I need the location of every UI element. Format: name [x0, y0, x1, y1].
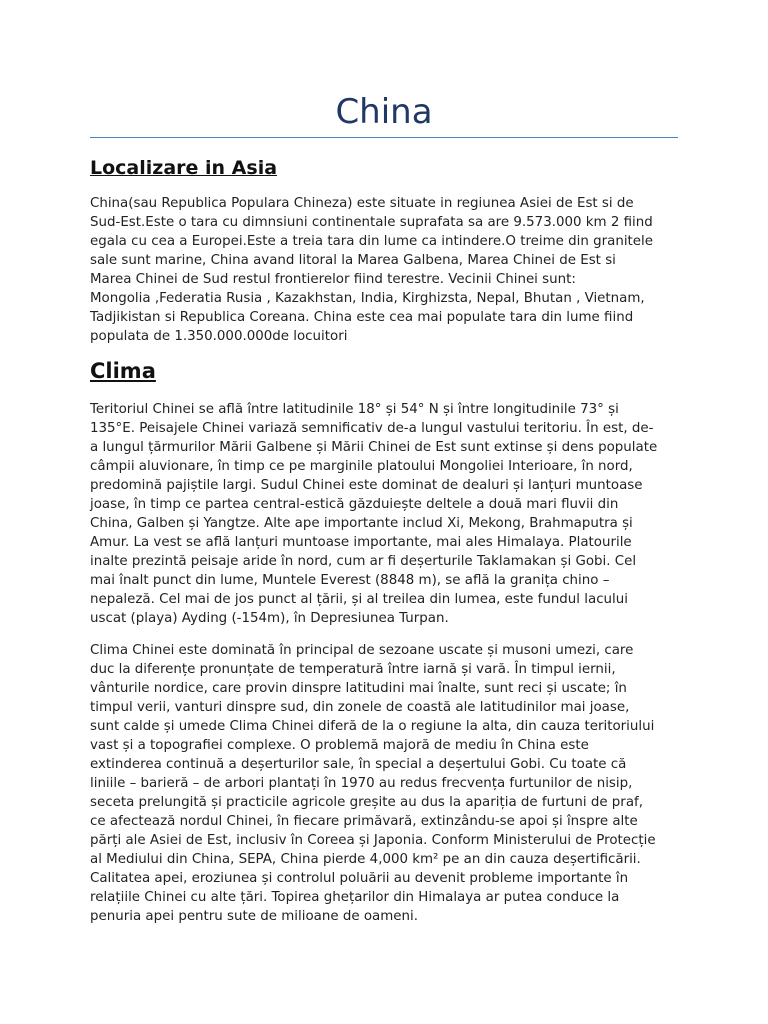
text-line: sunt calde și umede Clima Chinei diferă de la o regiune la alta, din cauza teritoriului: [90, 719, 655, 734]
text-line: duc la diferențe pronunțate de temperatură între iarnă și vară. În timpul iernii,: [90, 662, 616, 677]
text-line: predomină pajiștile largi. Sudul Chinei este dominat de dealuri și lanțuri muntoase: [90, 478, 643, 493]
document-title: China: [335, 92, 433, 132]
text-line: vast și a topografiei complexe. O problemă majoră de mediu în China este: [90, 738, 589, 753]
section-heading-localizare: Localizare in Asia: [90, 157, 278, 179]
text-line: uscat (playa) Ayding (-154m), în Depresiunea Turpan.: [90, 611, 449, 626]
text-line: relațiile Chinei cu alte țări. Topirea ghețarilor din Himalaya ar putea conduce la: [90, 890, 620, 905]
text-line: Mongolia ,Federatia Rusia , Kazakhstan, India, Kirghizsta, Nepal, Bhutan , Vietnam,: [90, 291, 645, 306]
text-line: Marea Chinei de Sud restul frontierelor fiind terestre. Vecinii Chinei sunt:: [90, 272, 576, 287]
text-line: China, Galben și Yangtze. Alte ape importante includ Xi, Mekong, Brahmaputra și: [90, 516, 633, 531]
section-heading-clima: Clima: [90, 359, 156, 383]
text-line: timpul verii, vanturi dinspre sud, din zonele de coastă ale latitudinilor mai joase,: [90, 700, 630, 715]
text-line: al Mediului din China, SEPA, China pierde 4,000 km² pe an din cauza deșertificării.: [90, 852, 641, 867]
text-line: vânturile nordice, care provin dinspre latitudini mai înalte, sunt reci și uscate; în: [90, 681, 627, 696]
text-line: sale sunt marine, China avand litoral la Marea Galbena, Marea Chinei de Est si: [90, 253, 616, 268]
text-line: liniile – barieră – de arbori plantați în 1970 au redus frecvența furtunilor de nisip,: [90, 776, 633, 791]
text-line: a lungul țărmurilor Mării Galbene și Mării Chinei de Est sunt extinse și dens populate: [90, 440, 658, 455]
text-line: extinderea continuă a deșerturilor sale, în special a deșertului Gobi. Cu toate că: [90, 757, 627, 772]
text-line: Tadjikistan si Republica Coreana. China este cea mai populate tara din lume fiind: [90, 310, 634, 325]
text-line: egala cu cea a Europei.Este a treia tara din lume ca intindere.O treime din granitele: [90, 234, 654, 249]
text-line: inalte prezintă peisaje aride în nord, cum ar fi deșerturile Taklamakan și Gobi. Cel: [90, 554, 637, 569]
text-line: părți ale Asiei de Est, inclusiv în Coreea și Japonia. Conform Ministerului de Protecție: [90, 833, 656, 848]
title-underline-divider: [90, 137, 678, 138]
text-line: mai înalt punct din lume, Muntele Everest (8848 m), se află la granița chino –: [90, 573, 610, 588]
text-line: ce afectează nordul Chinei, în fiecare primăvară, extinzându-se apoi și înspre alte: [90, 814, 638, 829]
text-line: Calitatea apei, eroziunea și controlul poluării au devenit probleme importante în: [90, 871, 629, 886]
text-line: 135°E. Peisajele Chinei variază semnificativ de-a lungul vastului teritoriu. În est, de-: [90, 421, 654, 436]
paragraph-localizare: [90, 194, 678, 346]
text-line: joase, în timp ce partea central-estică găzduiește deltele a două mari fluvii din: [90, 497, 619, 512]
text-line: penuria apei pentru sute de milioane de oameni.: [90, 909, 418, 924]
text-line: China(sau Republica Populara Chineza) este situate in regiunea Asiei de Est si de: [90, 196, 634, 211]
text-line: Clima Chinei este dominată în principal de sezoane uscate și musoni umezi, care: [90, 643, 634, 658]
text-line: seceta prelungită și practicile agricole greșite au dus la apariția de furtuni de praf,: [90, 795, 643, 810]
text-line: nepaleză. Cel mai de jos punct al țării, și al treilea din lumea, este fundul lacului: [90, 592, 628, 607]
paragraph-clima: [90, 641, 678, 926]
paragraph-teritoriu: [90, 400, 678, 628]
text-line: Amur. La vest se află lanțuri muntoase importante, mai ales Himalaya. Platourile: [90, 535, 632, 550]
text-line: câmpii aluvionare, în timp ce pe marginile platoului Mongoliei Interioare, în nord,: [90, 459, 633, 474]
text-line: Sud-Est.Este o tara cu dimnsiuni continentale suprafata sa are 9.573.000 km 2 fiind: [90, 215, 653, 230]
text-line: populata de 1.350.000.000de locuitori: [90, 329, 348, 344]
text-line: Teritoriul Chinei se află între latitudinile 18° și 54° N și între longitudinile 73° și: [90, 402, 619, 417]
